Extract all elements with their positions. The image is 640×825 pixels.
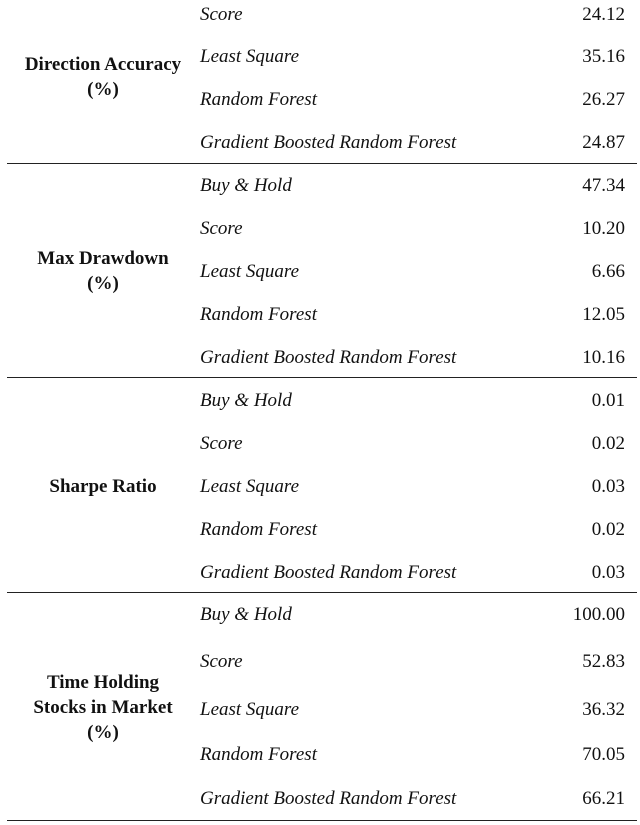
table-row bbox=[200, 85, 637, 115]
table-row bbox=[200, 300, 637, 330]
table-row bbox=[200, 386, 637, 416]
metric-value: 24.12 bbox=[582, 4, 625, 25]
table-row bbox=[200, 214, 637, 244]
method-name: Buy & Hold bbox=[200, 390, 292, 411]
metric-label-line: (%) bbox=[87, 722, 119, 743]
metric-label-line: Direction Accuracy bbox=[24, 54, 182, 75]
metric-label-line: Max Drawdown bbox=[37, 248, 169, 269]
metric-value: 6.66 bbox=[591, 261, 625, 282]
metric-value: 0.01 bbox=[591, 390, 625, 411]
metric-value: 52.83 bbox=[582, 651, 625, 672]
metric-value: 70.05 bbox=[582, 744, 625, 765]
method-name: Random Forest bbox=[200, 744, 317, 765]
table-row bbox=[200, 600, 637, 630]
method-name: Score bbox=[200, 218, 243, 239]
table-row bbox=[200, 472, 637, 502]
group-divider bbox=[7, 592, 637, 593]
method-name: Least Square bbox=[200, 46, 300, 67]
method-name: Random Forest bbox=[200, 519, 317, 540]
table-row bbox=[200, 42, 637, 72]
metric-label bbox=[7, 474, 199, 499]
method-name: Gradient Boosted Random Forest bbox=[200, 788, 457, 809]
method-name: Least Square bbox=[200, 476, 300, 497]
metric-value: 26.27 bbox=[582, 89, 625, 110]
metric-value: 35.16 bbox=[582, 46, 625, 67]
metric-value: 66.21 bbox=[582, 788, 625, 809]
metric-label bbox=[7, 670, 199, 745]
table-row bbox=[200, 429, 637, 459]
metric-value: 12.05 bbox=[582, 304, 625, 325]
metric-value: 0.02 bbox=[591, 519, 625, 540]
table-row bbox=[200, 784, 637, 814]
method-name: Gradient Boosted Random Forest bbox=[200, 347, 457, 368]
table-row bbox=[200, 558, 637, 588]
metric-value: 0.03 bbox=[591, 476, 625, 497]
method-name: Score bbox=[200, 433, 243, 454]
metric-value: 47.34 bbox=[582, 175, 625, 196]
metric-label bbox=[7, 246, 199, 296]
metric-label-line: (%) bbox=[87, 79, 119, 100]
group-divider bbox=[7, 377, 637, 378]
metric-value: 10.16 bbox=[582, 347, 625, 368]
metric-value: 100.00 bbox=[572, 604, 625, 625]
table-row bbox=[200, 0, 637, 30]
metric-value: 24.87 bbox=[582, 132, 625, 153]
metric-label-line: Time Holding bbox=[46, 672, 160, 693]
method-name: Least Square bbox=[200, 699, 300, 720]
method-name: Score bbox=[200, 651, 243, 672]
metric-label-line: Sharpe Ratio bbox=[49, 476, 157, 497]
metric-value: 0.02 bbox=[591, 433, 625, 454]
metric-value: 36.32 bbox=[582, 699, 625, 720]
method-name: Random Forest bbox=[200, 89, 317, 110]
table-row bbox=[200, 257, 637, 287]
table-row bbox=[200, 740, 637, 770]
table-row bbox=[200, 343, 637, 373]
method-name: Gradient Boosted Random Forest bbox=[200, 132, 457, 153]
table-row bbox=[200, 695, 637, 725]
metric-value: 10.20 bbox=[582, 218, 625, 239]
metric-label-line: (%) bbox=[87, 273, 119, 294]
group-divider bbox=[7, 163, 637, 164]
method-name: Least Square bbox=[200, 261, 300, 282]
method-name: Gradient Boosted Random Forest bbox=[200, 562, 457, 583]
table-row bbox=[200, 647, 637, 677]
metric-label-line: Stocks in Market bbox=[33, 697, 173, 718]
group-divider bbox=[7, 820, 637, 821]
metric-value: 0.03 bbox=[591, 562, 625, 583]
table-row bbox=[200, 515, 637, 545]
metric-label bbox=[7, 52, 199, 102]
method-name: Random Forest bbox=[200, 304, 317, 325]
table-row bbox=[200, 171, 637, 201]
table-row bbox=[200, 128, 637, 158]
method-name: Score bbox=[200, 4, 243, 25]
method-name: Buy & Hold bbox=[200, 175, 292, 196]
method-name: Buy & Hold bbox=[200, 604, 292, 625]
